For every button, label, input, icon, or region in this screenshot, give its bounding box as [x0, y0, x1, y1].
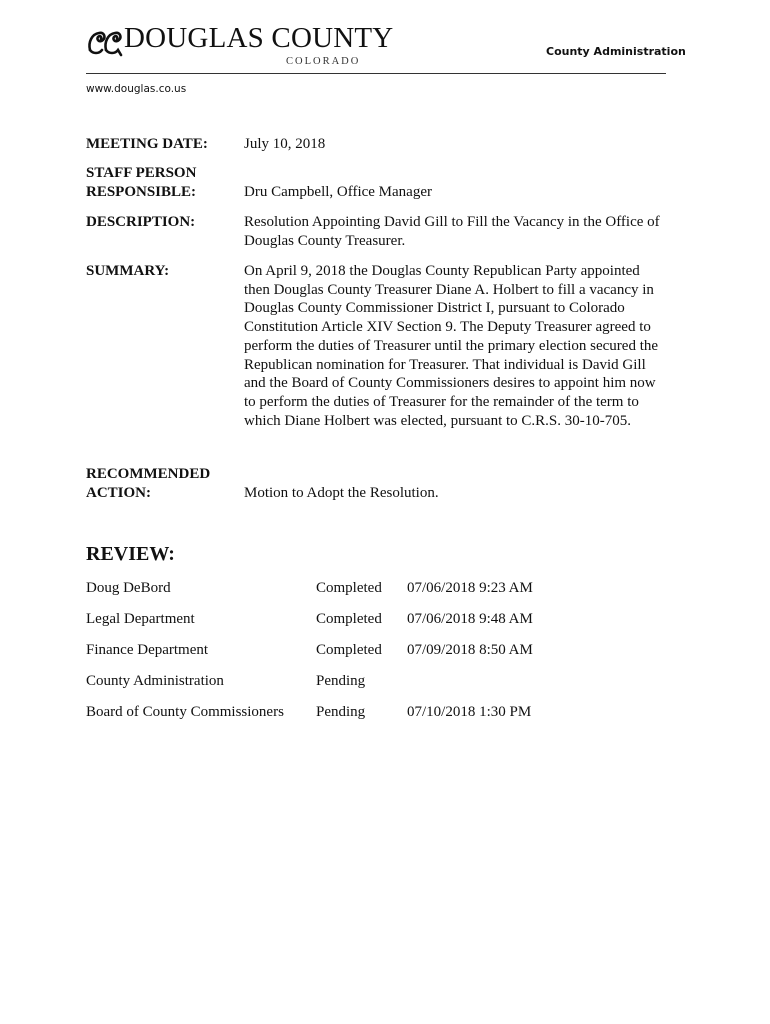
review-date: 07/06/2018 9:23 AM: [407, 580, 533, 596]
summary-label: SUMMARY:: [86, 263, 170, 279]
review-status: Completed: [316, 580, 382, 596]
reviewer-name: Board of County Commissioners: [86, 704, 284, 720]
staff-person-value: Dru Campbell, Office Manager: [244, 184, 432, 200]
logo-title: DOUGLAS COUNTY: [124, 22, 394, 54]
review-status: Pending: [316, 704, 366, 720]
staff-person-label-line2: RESPONSIBLE:: [86, 184, 197, 200]
reviewer-name: Legal Department: [86, 611, 195, 627]
reviewer-name: Finance Department: [86, 642, 209, 658]
reviewer-name: Doug DeBord: [86, 580, 171, 596]
county-logo-icon: [86, 28, 124, 58]
review-date: 07/09/2018 8:50 AM: [407, 642, 533, 658]
logo-subtitle: COLORADO: [286, 56, 361, 67]
review-date: 07/06/2018 9:48 AM: [407, 611, 533, 627]
website-url: www.douglas.co.us: [86, 83, 187, 95]
recommended-action-value: Motion to Adopt the Resolution.: [244, 485, 439, 501]
meeting-date-label: MEETING DATE:: [86, 136, 208, 152]
recommended-action-label-line1: RECOMMENDED: [86, 466, 211, 482]
review-status: Pending: [316, 673, 366, 689]
description-value: Resolution Appointing David Gill to Fill the Vacancy in the Office of Douglas County Treasurer.: [244, 214, 660, 249]
reviewer-name: County Administration: [86, 673, 224, 689]
review-status: Completed: [316, 642, 382, 658]
review-date: 07/10/2018 1:30 PM: [407, 704, 532, 720]
staff-person-label-line1: STAFF PERSON: [86, 165, 197, 181]
description-label: DESCRIPTION:: [86, 214, 196, 230]
review-status: Completed: [316, 611, 382, 627]
header-divider: [86, 73, 666, 74]
meeting-date-value: July 10, 2018: [244, 136, 326, 152]
department-label: County Administration: [546, 45, 686, 58]
recommended-action-label-line2: ACTION:: [86, 485, 152, 501]
review-heading: REVIEW:: [86, 543, 175, 565]
summary-value: On April 9, 2018 the Douglas County Republican Party appointed then Douglas County Treasurer Diane A. Holbert to fill a vacancy in Douglas County Commissioner District I, pursuant to Colorado Constitution Article XIV Section 9. The Deputy Treasurer agreed to perform the duties of Treasurer until the primary election secured the Republican nomination for Treasurer. That individual is David Gill and the Board of County Commissioners desires to appoint him now to perform the duties of Treasurer for the remainder of the term to which Diane Holbert was elected, pursuant to C.R.S. 30-10-705.: [244, 263, 659, 429]
